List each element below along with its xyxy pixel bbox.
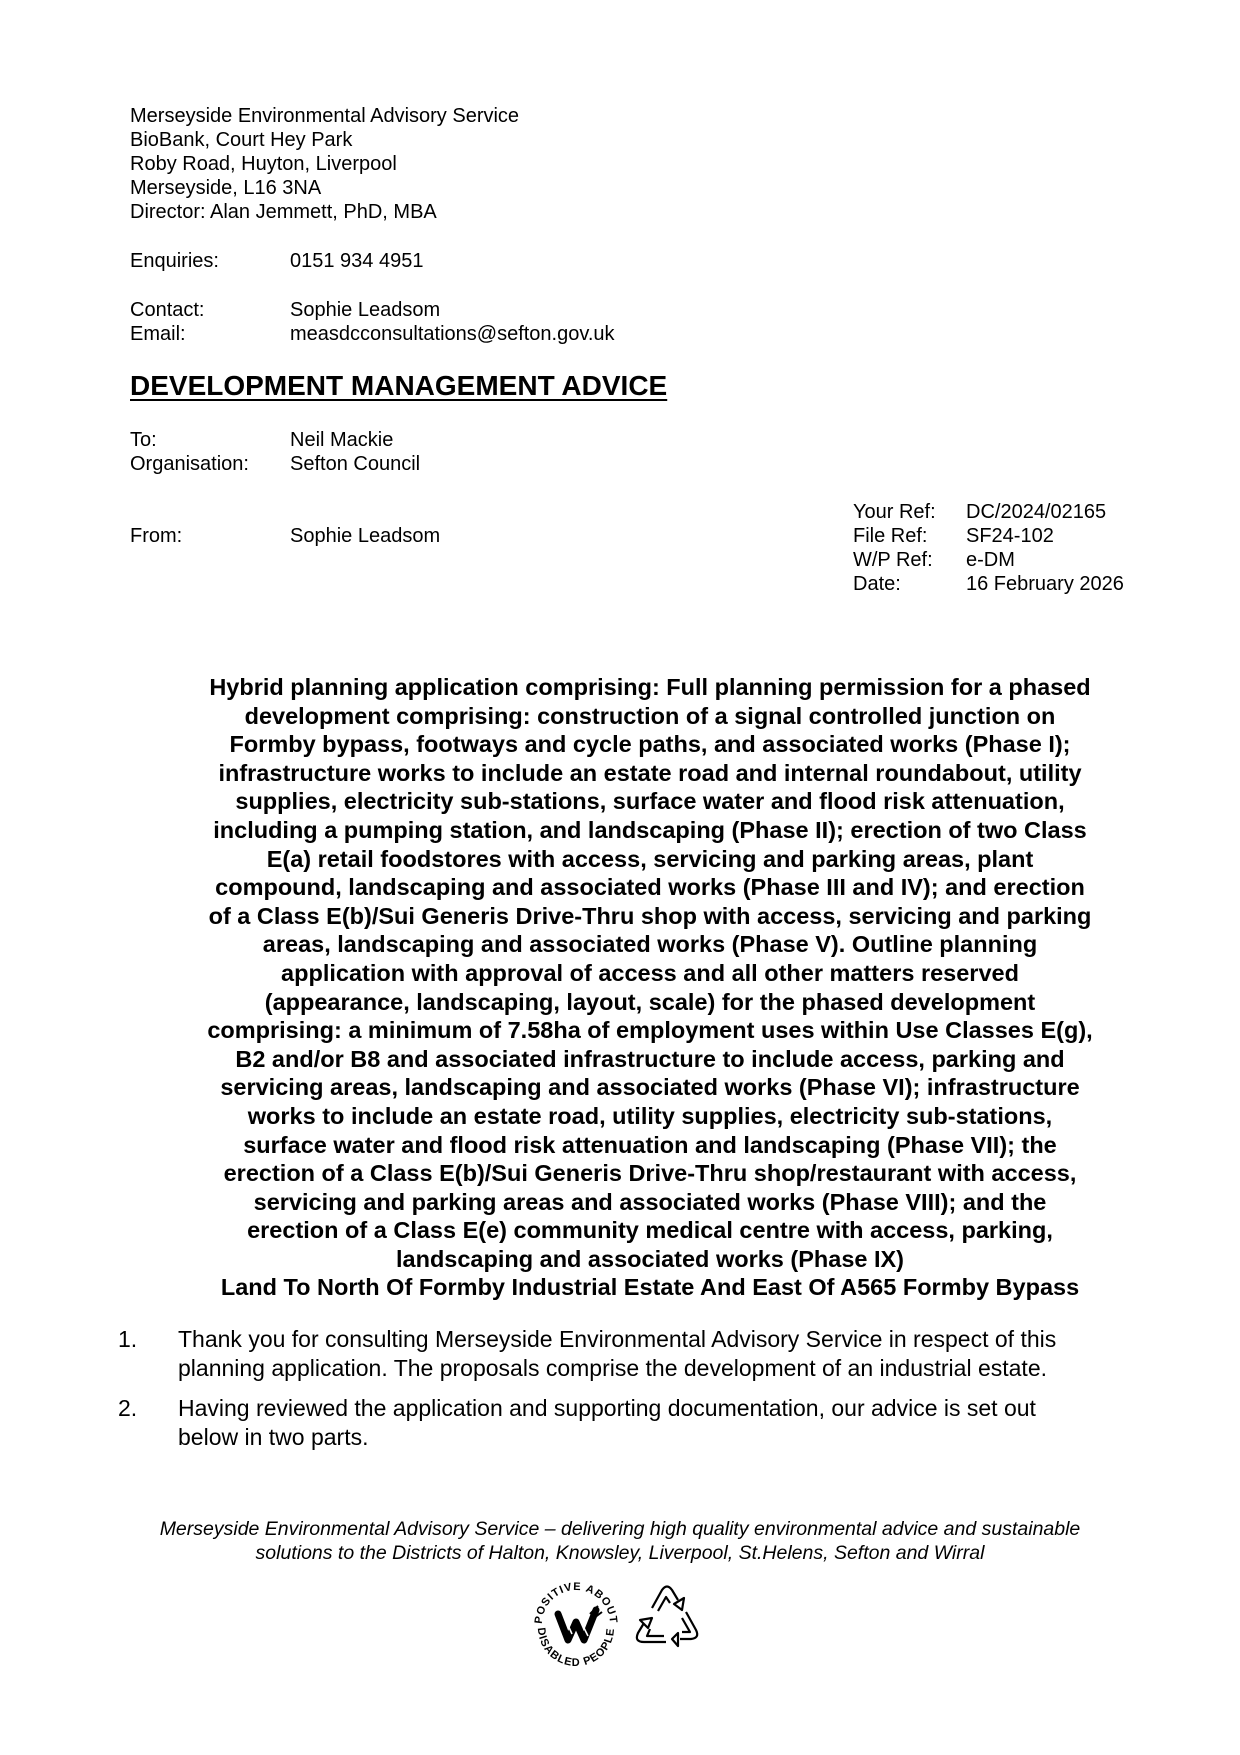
proposal-line: servicing areas, landscaping and associated works (Phase VI); infrastructure — [220, 1074, 1080, 1101]
proposal-line: Hybrid planning application comprising: Full planning permission for a phased — [209, 674, 1091, 700]
from-name: Sophie Leadsom — [290, 525, 441, 547]
proposal-line: development comprising: construction of a signal controlled junction on — [244, 702, 1056, 729]
footer-line: solutions to the Districts of Halton, Knowsley, Liverpool, St.Helens, Sefton and Wirral — [255, 1542, 985, 1564]
footer-strapline — [80, 1517, 1160, 1565]
ref-label: Your Ref: — [853, 501, 936, 523]
proposal-line: of a Class E(b)/Sui Generis Drive-Thru shop with access, servicing and parking — [208, 902, 1092, 929]
svg-text:DISABLED PEOPLE: DISABLED PEOPLE — [534, 1626, 618, 1670]
paragraph-line: Thank you for consulting Merseyside Environmental Advisory Service in respect of this — [178, 1326, 1057, 1352]
sender-address — [130, 104, 519, 224]
proposal-line: supplies, electricity sub-stations, surface water and flood risk attenuation, — [235, 788, 1065, 815]
email-address: measdcconsultations@sefton.gov.uk — [290, 323, 615, 345]
proposal-line: areas, landscaping and associated works (Phase V). Outline planning — [262, 931, 1038, 958]
proposal-line: erection of a Class E(b)/Sui Generis Drive-Thru shop/restaurant with access, — [223, 1160, 1077, 1187]
proposal-line: landscaping and associated works (Phase IX) — [395, 1245, 905, 1272]
proposal-description — [170, 673, 1130, 1302]
paragraph-line: planning application. The proposals comprise the development of an industrial estate. — [178, 1354, 1048, 1381]
organisation-name: Sefton Council — [290, 453, 421, 475]
recycle-icon — [628, 1578, 706, 1656]
ref-label: Date: — [853, 573, 901, 595]
ref-row-your-ref — [853, 500, 1124, 524]
proposal-line: servicing and parking areas and associated works (Phase VIII); and the — [253, 1188, 1047, 1215]
proposal-line: compound, landscaping and associated works (Phase III and IV); and erection — [215, 874, 1085, 901]
positive-about-disabled-people-logo — [528, 1574, 624, 1670]
contact-name: Sophie Leadsom — [290, 299, 441, 321]
proposal-line: application with approval of access and all other matters reserved — [281, 959, 1019, 986]
site-address-line: Land To North Of Formby Industrial Estate And East Of A565 Formby Bypass — [220, 1274, 1080, 1301]
proposal-line: comprising: a minimum of 7.58ha of employment uses within Use Classes E(g), — [207, 1017, 1093, 1044]
ref-row-file-ref — [853, 524, 1124, 548]
from-label: From: — [130, 525, 183, 547]
svg-text:POSITIVE ABOUT: POSITIVE ABOUT — [532, 1580, 620, 1625]
paragraph-line: Having reviewed the application and supporting documentation, our advice is set out — [178, 1395, 1036, 1421]
contact-label: Contact: — [130, 299, 205, 321]
reference-block — [853, 500, 1124, 596]
ref-value: DC/2024/02165 — [966, 501, 1107, 523]
to-name: Neil Mackie — [290, 429, 394, 451]
proposal-line: Formby bypass, footways and cycle paths, and associated works (Phase I); — [229, 731, 1071, 758]
paragraph-number: 2. — [118, 1395, 138, 1421]
proposal-line: (appearance, landscaping, layout, scale) for the phased development — [264, 988, 1036, 1015]
to-label: To: — [130, 429, 157, 451]
address-line: Merseyside Environmental Advisory Service — [130, 105, 520, 127]
ref-value: e-DM — [966, 549, 1015, 571]
address-line: Director: Alan Jemmett, PhD, MBA — [130, 201, 437, 223]
proposal-line: surface water and flood risk attenuation and landscaping (Phase VII); the — [243, 1131, 1057, 1158]
address-line: Roby Road, Huyton, Liverpool — [130, 153, 397, 175]
proposal-line: infrastructure works to include an estate road and internal roundabout, utility — [218, 759, 1082, 786]
proposal-line: B2 and/or B8 and associated infrastructure to include access, parking and — [235, 1045, 1065, 1072]
ref-row-date — [853, 572, 1124, 596]
document-title: DEVELOPMENT MANAGEMENT ADVICE — [130, 370, 668, 401]
disability-badge-icon — [528, 1574, 624, 1670]
footer-line: Merseyside Environmental Advisory Service – delivering high quality environmental advice and sustainable — [159, 1518, 1081, 1540]
proposal-line: E(a) retail foodstores with access, servicing and parking areas, plant — [266, 845, 1034, 872]
enquiries-phone: 0151 934 4951 — [290, 250, 424, 272]
ref-label: W/P Ref: — [853, 549, 933, 571]
organisation-label: Organisation: — [130, 453, 249, 475]
proposal-line: erection of a Class E(e) community medical centre with access, parking, — [247, 1217, 1053, 1244]
proposal-line: works to include an estate road, utility supplies, electricity sub-stations, — [247, 1102, 1053, 1129]
email-label: Email: — [130, 323, 186, 345]
address-line: Merseyside, L16 3NA — [130, 177, 322, 199]
paragraph-line: below in two parts. — [178, 1423, 369, 1450]
ref-row-wp-ref — [853, 548, 1124, 572]
ref-label: File Ref: — [853, 525, 928, 547]
paragraph-number: 1. — [118, 1326, 138, 1352]
address-line: BioBank, Court Hey Park — [130, 129, 353, 151]
recycle-logo — [628, 1578, 706, 1656]
enquiries-label: Enquiries: — [130, 250, 219, 272]
proposal-line: including a pumping station, and landscaping (Phase II); erection of two Class — [213, 816, 1087, 843]
paragraph-text — [178, 1394, 1036, 1451]
ref-value: 16 February 2026 — [966, 573, 1124, 595]
ref-value: SF24-102 — [966, 525, 1054, 547]
paragraph-text — [178, 1325, 1056, 1382]
